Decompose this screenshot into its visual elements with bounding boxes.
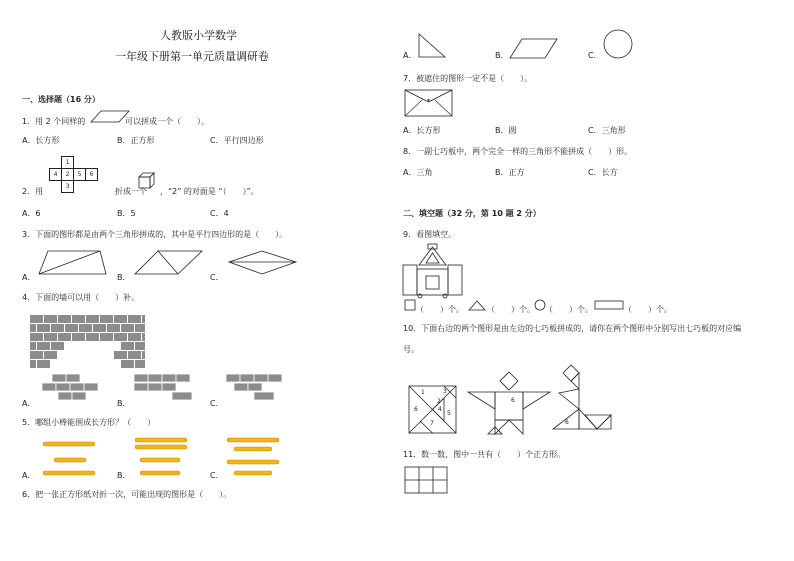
brick [72,315,85,323]
sticks-group-b [134,436,194,480]
brick [44,333,57,341]
q5-option-b: B． [117,471,131,480]
net-cell: 5 [73,168,86,181]
q8-option-a: A．三角 [403,168,433,177]
brick [30,360,36,368]
brick-wall [30,315,146,367]
q6-option-c: C． [588,51,602,60]
tangram-label: 6 [414,406,418,413]
q2-pre: 2．用 [22,187,44,196]
title-line1: 人教版小学数学 [160,29,237,42]
q5-option-a: A． [22,471,36,480]
brick [65,324,78,332]
q2-mid: 折成一个 [115,187,147,196]
q1-option-c: C．平行四边形 [210,136,264,145]
q6-option-a: A． [403,51,417,60]
brick [142,315,145,323]
q1-option-a: A．长方形 [22,136,60,145]
q4-text: 4．下面的墙可以用（ ）补。 [22,293,140,302]
q8-text: 8．一副七巧板中，两个完全一样的三角形不能拼成（ ）形。 [403,147,633,156]
q2-option-b: B．5 [117,209,136,218]
cube-icon [138,172,156,190]
net-cell: 4 [49,168,62,181]
q8-option-c: C．长方 [588,168,618,177]
brick-piece-b [134,373,194,403]
brick [30,351,43,359]
q4-option-c: C． [210,399,224,408]
net-cell: 3 [61,180,74,193]
brick [135,342,145,350]
q2-option-c: C．4 [210,209,229,218]
tangram-label: 5 [447,410,451,417]
q1-post: 可以拼成一个（ ）。 [125,117,209,126]
brick [128,351,141,359]
brick [37,342,50,350]
q8-option-b: B．正方 [495,168,525,177]
brick [30,315,43,323]
square-small-icon [404,299,416,311]
tangram-label: 3 [443,388,447,395]
triangle-small-icon [468,300,486,312]
tangram-label: 2 [437,398,441,405]
q9-text: 9．看图填空。 [403,230,457,239]
right-triangle-shape [418,33,448,59]
q11-text: 11．数一数，图中一共有（ ）个正方形。 [403,450,566,459]
q4-option-a: A． [22,399,36,408]
brick [93,324,106,332]
brick [128,333,141,341]
parallelogram-option-shape [510,38,558,60]
brick [142,351,145,359]
q6-text: 6．把一张正方形纸对折一次，可能出现的图形是（ ）。 [22,490,232,499]
tangram-person-label: 6 [511,397,515,404]
trapezoid-shape [38,250,108,276]
section-choice-heading: 一、选择题（16 分） [22,95,100,104]
shape-house-picture [402,243,464,299]
brick [86,315,99,323]
envelope-icon [404,89,454,117]
brick [79,324,92,332]
q10-text-line2: 号。 [403,345,419,354]
q4-option-b: B． [117,399,131,408]
brick [114,351,127,359]
tangram-label: 4 [438,406,442,413]
q7-option-b: B．圆 [495,126,517,135]
q3-option-a: A． [22,273,36,282]
brick [72,333,85,341]
circle-shape [603,29,633,59]
net-cell: 6 [85,168,98,181]
q9-blank-circle: （ ）个。 [545,305,593,314]
brick [51,324,64,332]
brick [121,324,134,332]
brick [51,342,64,350]
brick [58,315,71,323]
q5-text: 5．哪组小棒能围成长方形？（ ） [22,418,156,427]
q10-text-line1: 10．下面右边的两个图形是由左边的七巧板拼成的，请你在两个图形中分别写出七巧板的对应编 [403,324,742,333]
cube-net [49,156,97,192]
kite-shape [228,250,298,276]
q9-blank-square: （ ）个。 [416,305,464,314]
net-cell: 2 [61,168,74,181]
q3-option-b: B． [117,273,131,282]
tangram-bird-label: 6 [565,419,569,426]
title-line2: 一年级下册第一单元质量调研卷 [115,50,269,63]
brick [30,324,36,332]
q3-text: 3．下面的图形都是由两个三角形拼成的，其中是平行四边形的是（ ）。 [22,230,288,239]
q6-option-b: B． [495,51,509,60]
brick [135,360,145,368]
brick [121,342,134,350]
brick [30,342,36,350]
section-fill-heading: 二、填空题（32 分，第 10 题 2 分） [403,209,541,218]
brick [44,351,57,359]
brick [107,324,120,332]
brick [30,333,43,341]
brick [114,315,127,323]
q7-text: 7．被遮住的图形一定不是（ ）。 [403,74,533,83]
brick [58,333,71,341]
parallelogram-shape [134,250,204,276]
tangram-person [464,371,554,437]
brick [37,324,50,332]
brick [37,360,50,368]
q3-option-c: C． [210,273,224,282]
q7-option-a: A．长方形 [403,126,441,135]
sticks-group-c [226,436,286,480]
brick [121,360,134,368]
rectangle-small-icon [594,300,624,310]
net-cell: 1 [61,156,74,169]
brick [114,333,127,341]
brick-piece-a [42,373,102,403]
q9-blank-triangle: （ ）个。 [487,305,535,314]
tangram-label: 1 [421,389,425,396]
brick [128,315,141,323]
brick [86,333,99,341]
q1-pre: 1．用 2 个同样的 [22,117,86,126]
sticks-group-a [42,440,102,480]
tangram-label: 7 [430,420,434,427]
brick-piece-c [226,373,286,403]
q7-option-c: C．三角形 [588,126,626,135]
q5-option-c: C． [210,471,224,480]
tangram-bird [545,363,615,437]
brick [142,333,145,341]
brick [100,315,113,323]
q2-option-a: A．6 [22,209,41,218]
q9-blank-rectangle: （ ）个。 [624,305,672,314]
square-grid [404,466,448,494]
brick [100,333,113,341]
brick [135,324,145,332]
brick [44,315,57,323]
q2-post: ，“2” 的对面是 “（ ）”。 [160,187,259,196]
q1-option-b: B．正方形 [117,136,155,145]
